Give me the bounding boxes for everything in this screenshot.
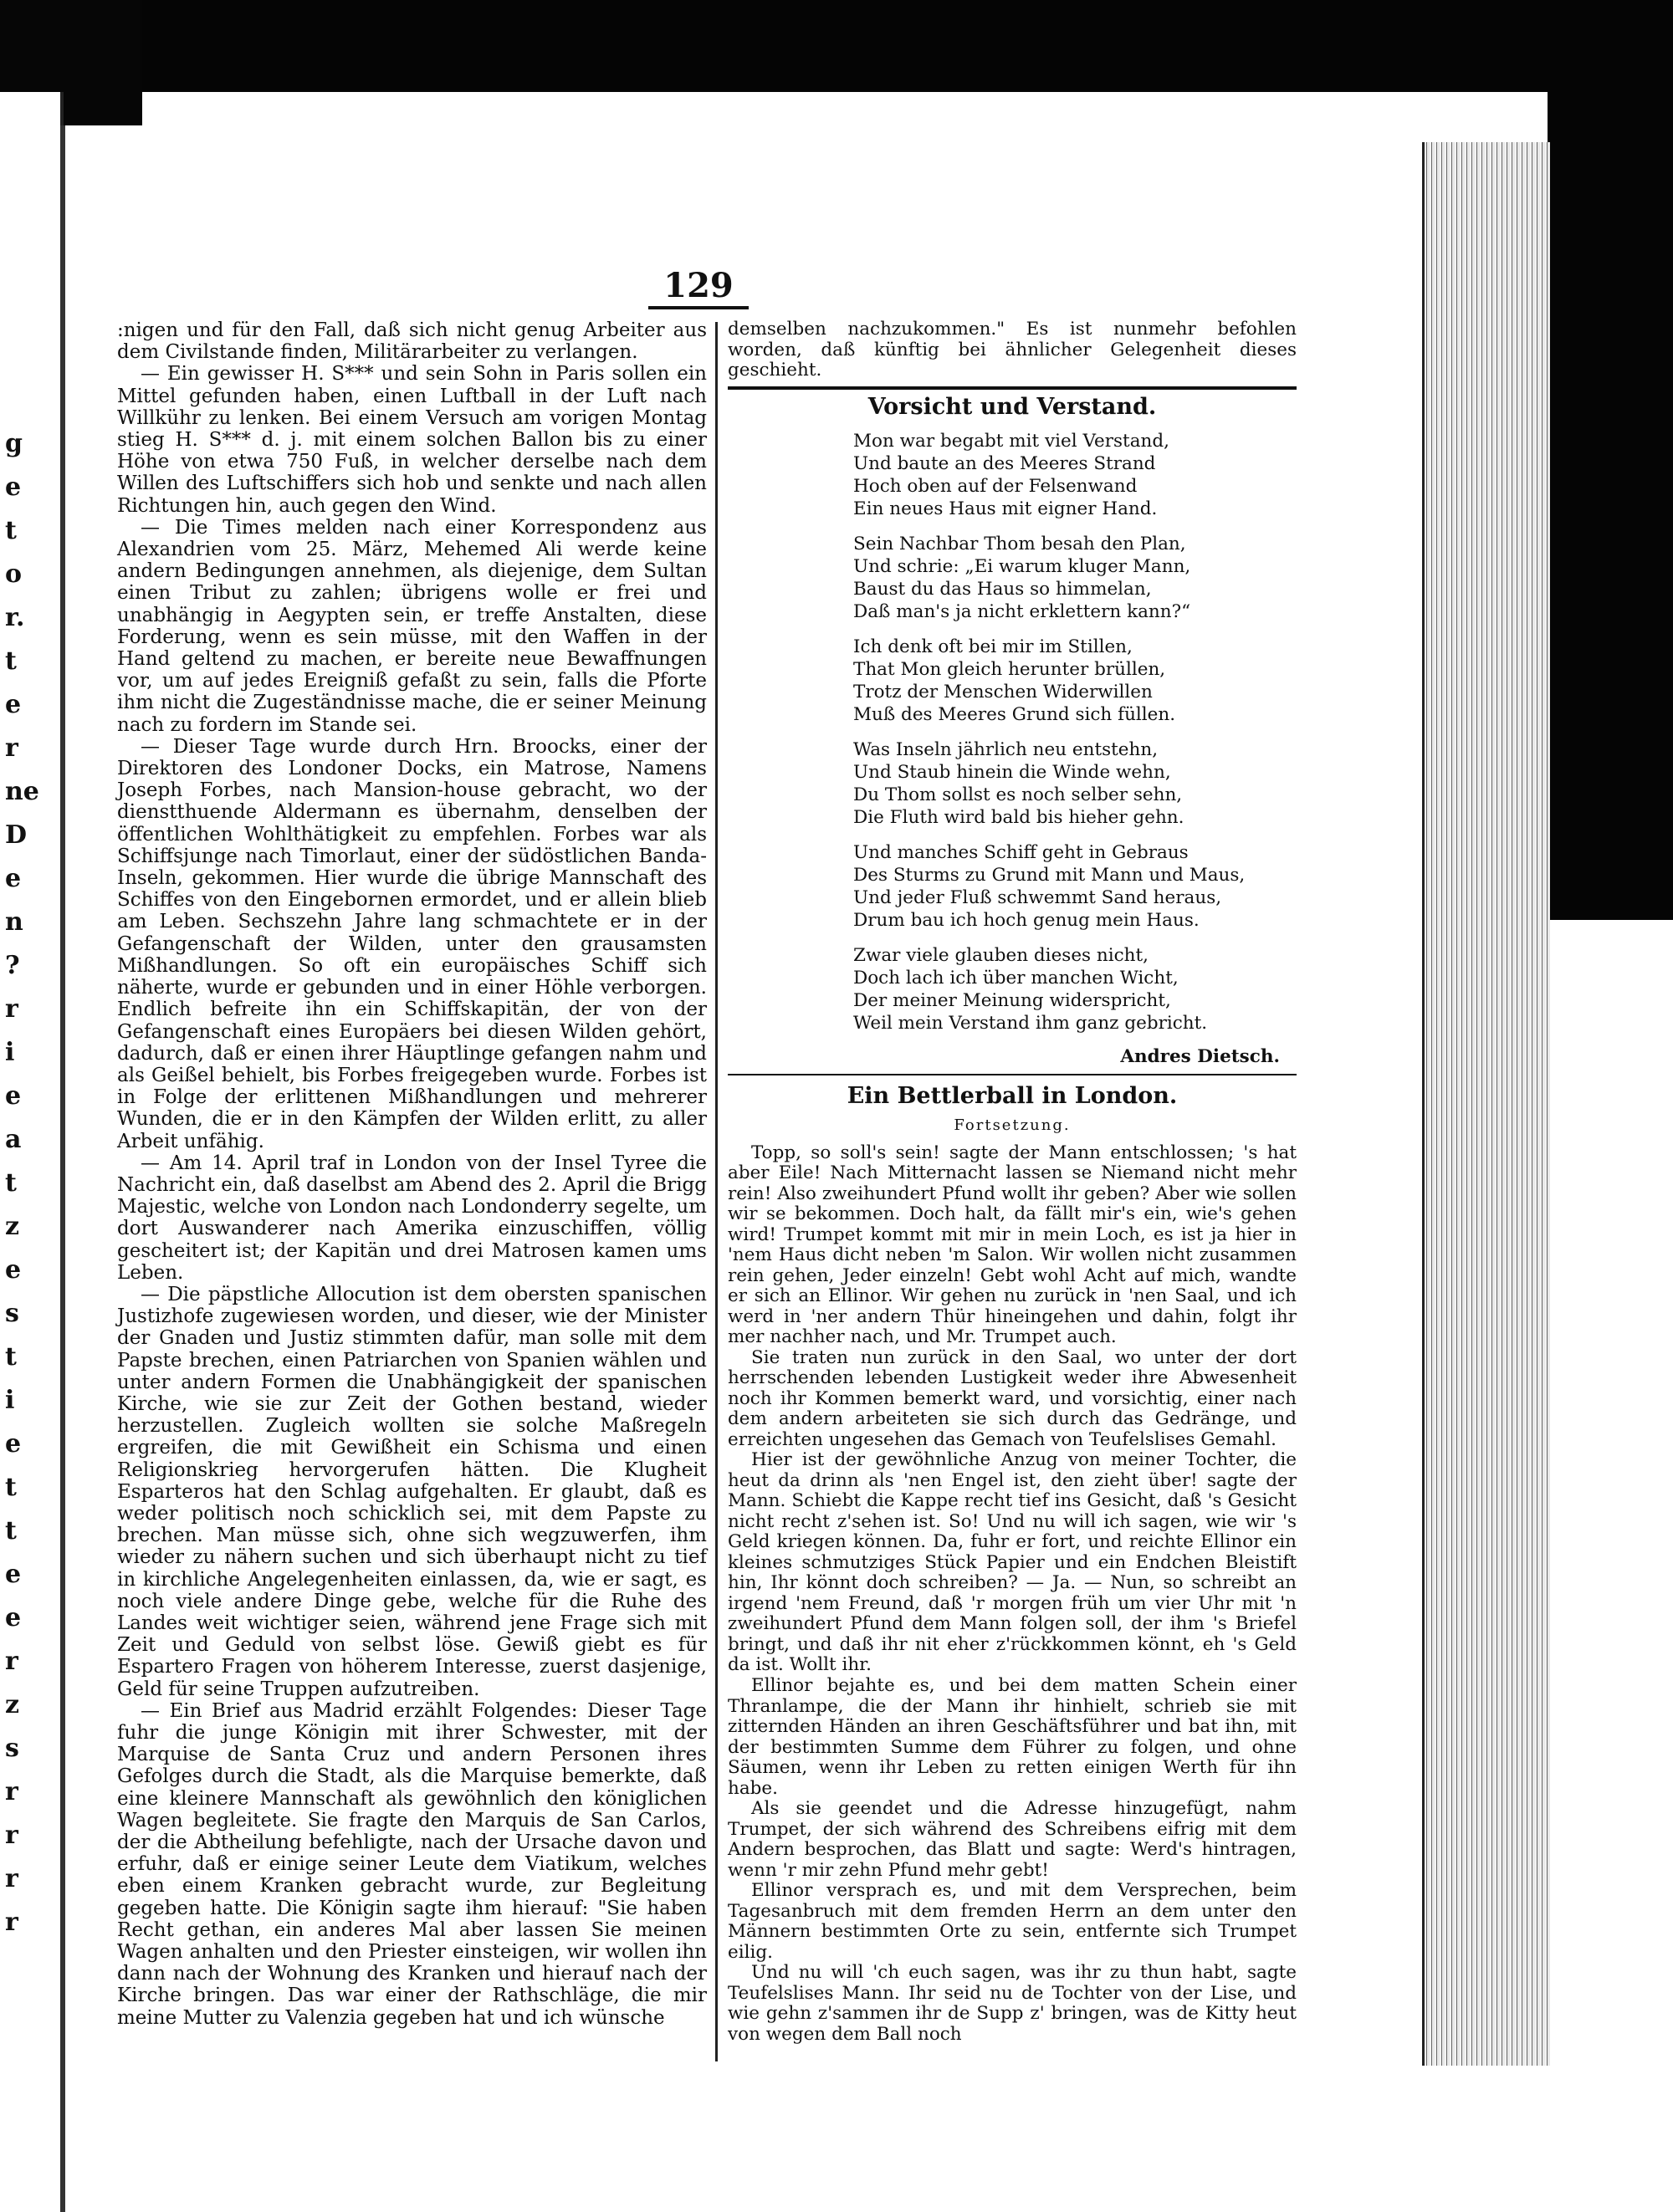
edge-letter: ? [5,951,20,980]
edge-letter: i [5,1038,15,1067]
article-subtitle: Fortsetzung. [954,1116,1071,1135]
scan-border-right [1548,0,1673,920]
poem-line: Und baute an des Meeres Strand [853,452,1156,474]
edge-letter: r [5,1864,18,1893]
poem-line: Hoch oben auf der Felsenwand [853,475,1138,497]
article-paragraph: Ellinor versprach es, und mit dem Versprechen, beim Tagesanbruch mit dem fremden Herrn an dem unter den Männern bestimmten Orte zu sein, entfernte sich Trumpet eilig. [728,1880,1297,1963]
poem-line: Weil mein Verstand ihm ganz gebricht. [853,1012,1208,1034]
poem-line: Und manches Schiff geht in Gebraus [853,841,1189,863]
edge-letter: e [5,1560,22,1589]
edge-letter: e [5,690,22,719]
poem-line: Doch lach ich über manchen Wicht, [853,967,1179,989]
section-rule [728,1074,1297,1075]
edge-letter: e [5,1255,22,1285]
edge-letter: e [5,1429,22,1458]
poem-line: Ein neues Haus mit eigner Hand. [853,498,1158,519]
article-paragraph: Hier ist der gewöhnliche Anzug von meiner Tochter, die heut da drinn als 'nen Engel ist, den zieht über! sagte der Mann. Schiebt die Kappe recht tief ins Gesicht, daß 's Gesicht nicht recht z'sehen ist. So! Und nu will ich sagen, wie wir 's Geld kriegen können. Da, fuhr er fort, und reichte Ellinor ein kleines schmutziges Stück Papier und ein Endchen Bleistift hin, Ihr könnt doch schreiben? — Ja. — Nun, so schreibt an irgend 'nem Freund, daß 'r morgen früh um vier Uhr mit 'n zweihundert Pfund dem Mann folgen soll, der ihm 's Briefel bringt, und daß ihr nit eher z'rückkommen könnt, eh 's Geld da ist. Wollt ihr. [728,1449,1297,1676]
article-paragraph: demselben nachzukommen." Es ist nunmehr befohlen worden, daß künftig bei ähnlicher Gelegenheit dieses geschieht. [728,319,1297,381]
poem-line: That Mon gleich herunter brüllen, [853,658,1166,680]
edge-letter: o [5,559,23,589]
edge-letter: t [5,516,17,545]
edge-letter: r [5,1821,18,1850]
previous-page-edge [0,92,64,2212]
article-paragraph: Topp, so soll's sein! sagte der Mann entschlossen; 's hat aber Eile! Nach Mitternacht lassen se Niemand nicht mehr rein! Also zweihundert Pfund wollt ihr geben? Aber wie sollen wir se bekommen. Doch halt, da fällt mir's ein, wie's gehen wird! Trumpet kommt mit mir in mein Loch, es ist ja hier in 'nem Haus dicht neben 'm Salon. Wir wollen nicht zusammen rein gehen, Jeder einzeln! Gebt wohl Acht auf mich, wandte er sich an Ellinor. Wir gehen nu zurück in 'nen Saal, und ich werd in 'ner andern Thür hineingehen und dahin, folgt ihr mer nachher nach, und Mr. Trumpet auch. [728,1142,1297,1348]
poem-stanza [853,944,1297,1034]
news-paragraph: — Am 14. April traf in London von der Insel Tyree die Nachricht ein, daß daselbst am Abend des 2. April die Brigg Majestic, welche von London nach Londonderry segelte, um dort Auswanderer nach Amerika einzuschiffen, völlig gescheitert ist; der Kapitän und drei Matrosen kamen ums Leben. [117,1152,707,1284]
edge-letter: e [5,1603,22,1632]
poem-line: Und jeder Fluß schwemmt Sand heraus, [853,886,1222,908]
poem-stanza [853,430,1297,520]
book-page-edges [1422,142,1550,2066]
column-divider [715,322,718,2061]
poem-stanza [853,738,1297,829]
edge-letter: r [5,733,18,763]
left-column [117,319,707,2029]
right-column [728,319,1297,2045]
poem-stanza [853,533,1297,623]
article-paragraph: Sie traten nun zurück in den Saal, wo unter der dort herrschenden lebenden Lustigkeit weder ihre Abwesenheit noch ihr Kommen bemerkt ward, und vorsichtig, einer nach dem andern arbeiteten sie sich durch das Gedränge, und erreichten ungesehen das Gemach von Teufelslises Gemahl. [728,1346,1297,1450]
poem-author: Andres Dietsch. [1120,1045,1280,1067]
section-rule [728,386,1297,390]
poem-line: Des Sturms zu Grund mit Mann und Maus, [853,864,1246,886]
poem-line: Was Inseln jährlich neu entstehn, [853,738,1159,760]
edge-letter: r [5,1908,18,1937]
continuation-paragraph [728,319,1297,381]
edge-letter: D [5,820,28,850]
poem-line: Trotz der Menschen Widerwillen [853,681,1153,702]
edge-letter: e [5,864,22,893]
edge-letter: s [5,1299,19,1328]
article-paragraph: Als sie geendet und die Adresse hinzugefügt, nahm Trumpet, der sich während des Schreibens eifrig mit dem Andern besprochen, das Blatt und sagte: Werd's hintragen, wenn 'r mir zehn Pfund mehr gebt! [728,1798,1297,1881]
poem-line: Baust du das Haus so himmelan, [853,578,1152,600]
article-title: Ein Bettlerball in London. [847,1083,1178,1110]
news-paragraph: — Ein gewisser H. S*** und sein Sohn in Paris sollen ein Mittel gefunden haben, einen Luftball in der Luft nach Willkühr zu lenken. Bei einem Versuch am vorigen Montag stieg H. S*** d. j. mit einem solchen Ballon bis zu einer Höhe von etwa 750 Fuß, in welcher derselbe nach dem Willen des Luftschiffers sich hob und senkte und nach allen Richtungen hin, auch gegen den Wind. [117,363,707,517]
edge-letter: z [5,1212,20,1241]
poem-line: Und schrie: „Ei warum kluger Mann, [853,555,1191,577]
news-paragraph: — Dieser Tage wurde durch Hrn. Broocks, einer der Direktoren des Londoner Docks, ein Matrose, Namens Joseph Forbes, nach Mansion-house gebracht, wo der dienstthuende Aldermann es übernahm, denselben der öffentlichen Wohlthätigkeit zu empfehlen. Forbes war als Schiffsjunge nach Timorlaut, einer der südöstlichen Banda-Inseln, gekommen. Hier wurde die übrige Mannschaft des Schiffes von den Eingebornen ermordet, und er allein blieb am Leben. Sechszehn Jahre lang schmachtete er in der Gefangenschaft der Wilden, unter den grausamsten Mißhandlungen. So oft ein europäisches Schiff sich näherte, wurde er gebunden und in einer Höhle verborgen. Endlich befreite ihn ein Schiffskapitän, der von der Gefangenschaft eines Europäers bei diesen Wilden gehört, dadurch, daß er einen ihrer Häuptlinge gefangen nahm und als Geißel behielt, bis Forbes freigegeben wurde. Forbes ist in Folge der erlittenen Mißhandlungen und mehrerer Wunden, die er in den Kämpfen der Wilden erlitt, zu aller Arbeit unfähig. [117,735,707,1152]
poem-line: Sein Nachbar Thom besah den Plan, [853,533,1186,554]
edge-letter: t [5,1473,17,1502]
article-paragraph: Und nu will 'ch euch sagen, was ihr zu thun habt, sagte Teufelslises Mann. Ihr seid nu de Tochter von der Lise, und wie gehn z'sammen ihr de Supp z' bringen, was de Kitty heut von wegen dem Ball noch [728,1962,1297,2045]
edge-letter: r [5,1647,18,1676]
page-number: 129 [648,266,749,309]
edge-letter: i [5,1386,15,1415]
poem-stanza [853,841,1297,932]
edge-letter: r [5,994,18,1024]
news-paragraph: — Die päpstliche Allocution ist dem obersten spanischen Justizhofe zugewiesen worden, und dieser, wie der Minister der Gnaden und Justiz stimmten dafür, man solle mit dem Papste brechen, einen Patriarchen von Spanien wählen und unter andern Formen die Unabhängigkeit der spanischen Kirche, wie sie zur Zeit der Gothen bestand, wieder herzustellen. Zugleich wollten sie solche Maßregeln ergreifen, die mit Gewißheit ein Schisma und einen Religionskrieg hervorgerufen hätten. Die Klugheit Esparteros hat den Schlag aufgehalten. Er glaubt, daß es weder politisch noch schicklich sei, mit dem Papste zu brechen. Man müsse sich, ohne sich wegzuwerfen, ihm wieder zu nähern suchen und sich überhaupt nicht zu tief in kirchliche Angelegenheiten einlassen, da, wie er sagt, es noch viele andere Dinge gebe, welche für die Ruhe des Landes weit wichtiger seien, während jene Frage sich mit Zeit und Geduld von selbst löse. Gewiß giebt es für Espartero Fragen von höherem Interesse, zuerst dasjenige, Geld für seine Truppen aufzutreiben. [117,1283,707,1700]
previous-page-letters [5,422,38,1944]
poem-line: Drum bau ich hoch genug mein Haus. [853,909,1200,931]
news-paragraph: :nigen und für den Fall, daß sich nicht genug Arbeiter aus dem Civilstande finden, Militärarbeiter zu verlangen. [117,319,707,364]
poem-line: Muß des Meeres Grund sich füllen. [853,703,1176,725]
edge-letter: e [5,473,22,502]
poem-stanza [853,636,1297,726]
poem-line: Und Staub hinein die Winde wehn, [853,761,1171,783]
poem-line: Daß man's ja nicht erklettern kann?“ [853,600,1191,622]
poem-line: Die Fluth wird bald bis hieher gehn. [853,806,1184,828]
edge-letter: r. [5,603,25,632]
poem-line: Der meiner Meinung widerspricht, [853,989,1171,1011]
article-paragraph: Ellinor bejahte es, und bei dem matten Schein einer Thranlampe, die der Mann ihr hinhielt, schrieb sie mit zitternden Händen an ihren Geschäftsführer und bat ihn, mit der bestimmten Summe dem Führer zu folgen, und ohne Säumen, wenn ihr Leben zu retten einigen Werth für ihn habe. [728,1674,1297,1799]
edge-letter: g [5,429,23,458]
scan-border-top [0,0,1673,92]
edge-letter: ne [5,777,39,806]
news-paragraph: — Ein Brief aus Madrid erzählt Folgendes: Dieser Tage fuhr die junge Königin mit ihrer Schwester, mit der Marquise de Santa Cruz und andern Personen ihres Gefolges durch die Stadt, als die Marquise bemerkte, daß eine kleinere Mannschaft als gewöhnlich den königlichen Wagen begleitete. Sie fragte den Marquis de San Carlos, der die Abtheilung befehligte, nach der Ursache davon und erfuhr, daß er einige seiner Leute dem Viatikum, welches eben einem Kranken gebracht wurde, zur Begleitung gegeben hatte. Die Königin sagte ihm hierauf: "Sie haben Recht gethan, ein anderes Mal aber lassen Sie meinen Wagen anhalten und den Priester einsteigen, wir wollen ihn dann nach der Wohnung des Kranken und hierauf nach der Kirche bringen. Das war einer der Rathschläge, die mir meine Mutter zu Valenzia gegeben hat und ich wünsche [117,1699,707,2029]
poem-line: Zwar viele glauben dieses nicht, [853,944,1149,966]
poem-title: Vorsicht und Verstand. [867,393,1157,420]
edge-letter: t [5,1516,17,1545]
poem [853,430,1297,1034]
news-paragraph: — Die Times melden nach einer Korrespondenz aus Alexandrien vom 25. März, Mehemed Ali werde keine andern Bedingungen annehmen, als diejenige, dem Sultan einen Tribut zu zahlen; übrigens wolle er frei und unabhängig in Aegypten sein, er treffe Anstalten, diese Forderung, wenn es sein müsse, mit den Waffen in der Hand geltend zu machen, er bereite neue Bewaffnungen vor, um auf jedes Ereigniß gefaßt zu sein, falls die Pforte ihm nicht die Zugeständnisse mache, die er seiner Meinung nach zu fordern im Stande sei. [117,516,707,736]
edge-letter: r [5,1777,18,1806]
edge-letter: z [5,1690,20,1719]
poem-line: Mon war begabt mit viel Verstand, [853,430,1169,452]
edge-letter: e [5,1081,22,1111]
edge-letter: n [5,907,23,937]
article-body [728,1143,1297,2046]
edge-letter: t [5,646,17,676]
edge-letter: s [5,1734,19,1763]
edge-letter: t [5,1168,17,1198]
poem-line: Du Thom sollst es noch selber sehn, [853,784,1183,805]
poem-line: Ich denk oft bei mir im Stillen, [853,636,1133,657]
edge-letter: a [5,1125,22,1154]
edge-letter: t [5,1342,17,1372]
